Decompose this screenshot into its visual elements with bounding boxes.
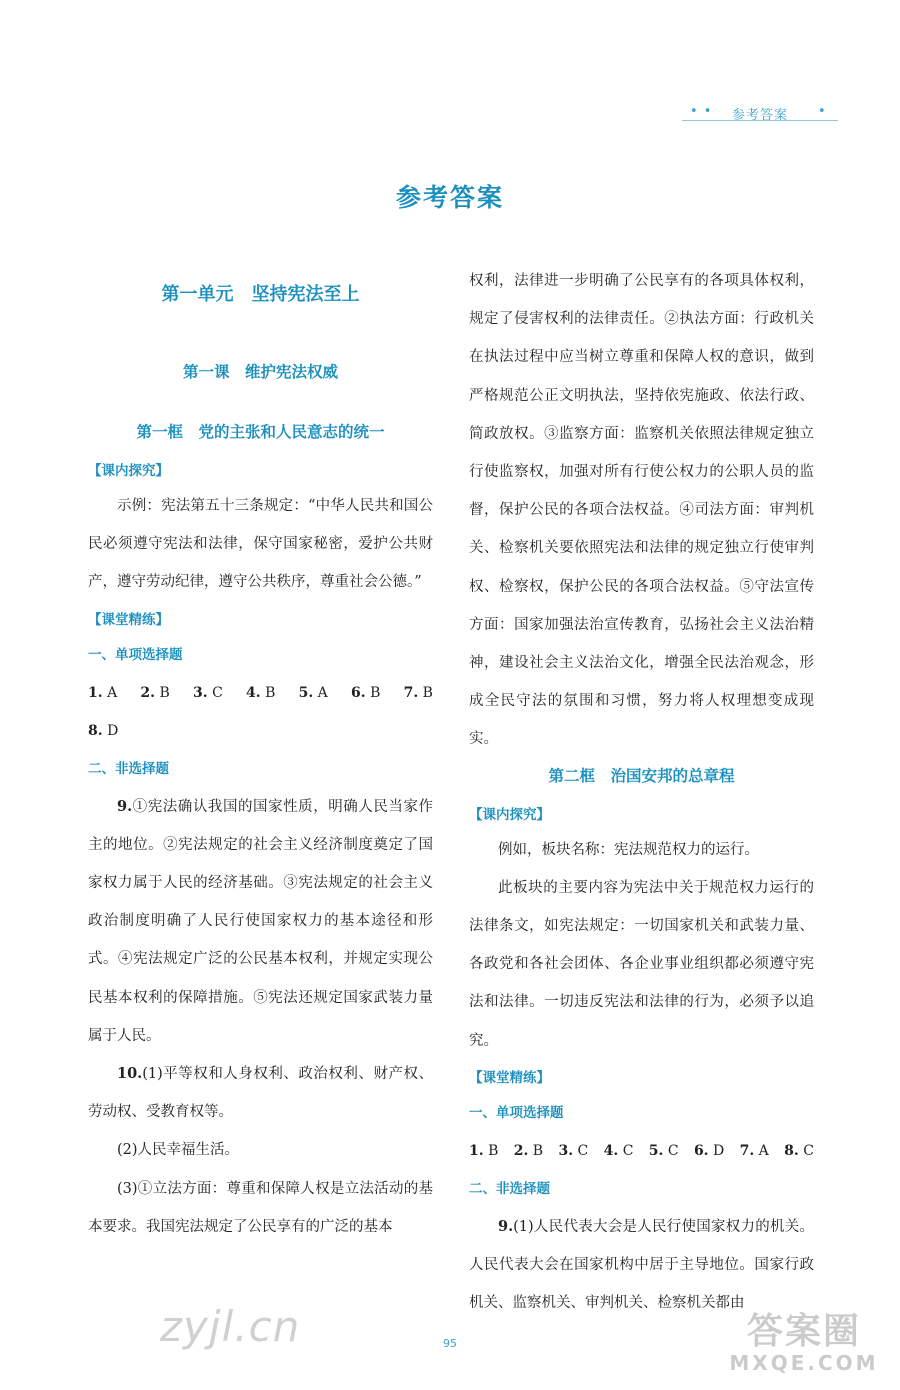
paragraph: 示例：宪法第五十三条规定：“中华人民共和国公民必须遵守宪法和法律，保守国家秘密，爱护公共财产，遵守劳动纪律，遵守公共秩序，尊重社会公德。” [88, 498, 433, 591]
header-dot-decoration: • [818, 104, 827, 119]
answer-number: 2. [513, 1142, 529, 1159]
question-number: 9. [498, 1217, 514, 1235]
answer-item [193, 674, 223, 712]
frame-title: 第一框 党的主张和人民意志的统一 [136, 423, 385, 441]
answer-choice: D [102, 722, 119, 739]
answer-item [469, 1132, 498, 1170]
answer-choice: B [260, 684, 276, 701]
answer-choice: C [618, 1142, 634, 1159]
answer-number: 3. [193, 684, 208, 701]
watermark-left: zyjl.cn [160, 1302, 301, 1351]
answer-item [299, 674, 328, 712]
question-number: 9. [117, 797, 133, 815]
answer-choice: B [528, 1142, 544, 1159]
header-dots-decoration: • • [690, 104, 713, 119]
answer-number: 7. [739, 1142, 755, 1159]
answer-number: 4. [246, 684, 261, 701]
question-10 [88, 1055, 433, 1131]
question-9 [469, 1208, 814, 1323]
paragraph: (2)人民幸福生活。 [117, 1142, 240, 1159]
watermark-logo-text: 答案圈 [746, 1311, 861, 1352]
answer-item [404, 674, 433, 712]
answer-number: 1. [88, 684, 103, 701]
unit-title: 第一单元 坚持宪法至上 [161, 284, 360, 305]
answer-row [88, 674, 433, 712]
section-heading: 【课内探究】 [88, 463, 169, 479]
answer-number: 1. [469, 1142, 484, 1159]
answer-number: 4. [603, 1142, 619, 1159]
answer-choice: B [365, 684, 381, 701]
answer-choice: C [207, 684, 223, 701]
page-number: 95 [443, 1337, 457, 1350]
answer-item [740, 1132, 769, 1170]
answer-item [784, 1132, 814, 1170]
frame-title: 第二框 治国安邦的总章程 [548, 766, 735, 785]
answer-choice: B [155, 684, 170, 701]
section-heading: 【课内探究】 [469, 806, 550, 823]
answer-item [649, 1132, 679, 1170]
header-underline [682, 120, 838, 121]
watermark-right [724, 1312, 884, 1374]
watermark-url: MXQE.COM [729, 1351, 879, 1375]
answer-choice: D [708, 1142, 725, 1159]
answer-item [604, 1132, 634, 1170]
answer-number: 8. [784, 1142, 799, 1159]
question-9 [88, 788, 433, 1055]
right-column [469, 262, 814, 1322]
question-text: (1)人民代表大会是人民行使国家权力的机关。人民代表大会在国家机构中居于主导地位。国家行政机关、监察机关、审判机关、检察机关都由 [469, 1218, 814, 1312]
paragraph: 此板块的主要内容为宪法中关于规范权力运行的法律条文，如宪法规定：一切国家机关和武装力量、各政党和各社会团体、各企业事业组织都必须遵守宪法和法律。一切违反宪法和法律的行为，必须予以追究。 [469, 879, 814, 1049]
answer-number: 7. [403, 684, 419, 701]
question-text: (1)平等权和人身权利、政治权利、财产权、劳动权、受教育权等。 [88, 1066, 433, 1121]
answer-choice: C [573, 1142, 589, 1159]
paragraph-continued: 权利，法律进一步明确了公民享有的各项具体权利，规定了侵害权利的法律责任。②执法方面：行政机关在执法过程中应当树立尊重和保障人权的意识，做到严格规范公正文明执法，坚持依宪施政、依法行政、简政放权。③监察方面：监察机关依照法律规定独立行使监察权，加强对所有行使公权力的公职人员的监督，保护公民的各项合法权益。④司法方面：审判机关、检察机关要依照宪法和法律的规定独立行使审判权、检察权，保护公民的各项合法权益。⑤守法宣传方面：国家加强法治宣传教育，弘扬社会主义法治精神，建设社会主义法治文化，增强全民法治观念，形成全民守法的氛围和习惯，努力将人权理想变成现实。 [469, 273, 814, 748]
answer-row [469, 1132, 814, 1170]
answer-item [140, 674, 169, 712]
answer-number: 5. [648, 1142, 664, 1159]
question-text: ①宪法确认我国的国家性质，明确人民当家作主的地位。②宪法规定的社会主义经济制度奠定了国家权力属于人民的经济基础。③宪法规定的社会主义政治制度明确了人民行使国家权力的基本途径和形式。④宪法规定广泛的公民基本权利，并规定实现公民基本权利的保障措施。⑤宪法还规定国家武装力量属于人民。 [88, 798, 433, 1044]
answer-choice: B [418, 684, 433, 701]
running-header-text: 参考答案 [732, 108, 789, 123]
answer-choice: A [102, 684, 118, 701]
answer-number: 8. [88, 722, 103, 739]
answer-number: 5. [298, 684, 314, 701]
answer-choice: A [754, 1142, 769, 1159]
subsection-heading: 一、单项选择题 [88, 646, 183, 663]
answer-number: 6. [351, 684, 366, 701]
answer-number: 6. [693, 1142, 709, 1159]
answer-item [694, 1132, 724, 1170]
answer-item [558, 1132, 588, 1170]
answer-item [88, 674, 117, 712]
running-header [682, 104, 840, 122]
section-heading: 【课堂精练】 [469, 1069, 550, 1086]
answer-choice: A [313, 684, 328, 701]
left-column [88, 280, 433, 1246]
paragraph: 例如，板块名称：宪法规范权力的运行。 [498, 841, 759, 858]
paragraph: (3)①立法方面：尊重和保障人权是立法活动的基本要求。我国宪法规定了公民享有的广泛的基本 [88, 1180, 433, 1235]
answer-item [88, 712, 118, 750]
section-heading: 【课堂精练】 [88, 611, 169, 628]
answer-choice: B [483, 1142, 499, 1159]
lesson-title: 第一课 维护宪法权威 [182, 363, 338, 381]
subsection-heading: 一、单项选择题 [469, 1104, 564, 1121]
answer-number: 3. [558, 1142, 574, 1159]
question-number: 10. [117, 1065, 143, 1083]
answer-row [88, 712, 433, 750]
subsection-heading: 二、非选择题 [88, 760, 169, 777]
answer-item [514, 1132, 543, 1170]
answer-item [351, 674, 380, 712]
page-title: 参考答案 [395, 183, 504, 212]
answer-number: 2. [140, 684, 156, 701]
subsection-heading: 二、非选择题 [469, 1180, 550, 1197]
answer-choice: C [798, 1142, 814, 1159]
answer-item [246, 674, 275, 712]
answer-choice: C [663, 1142, 679, 1159]
